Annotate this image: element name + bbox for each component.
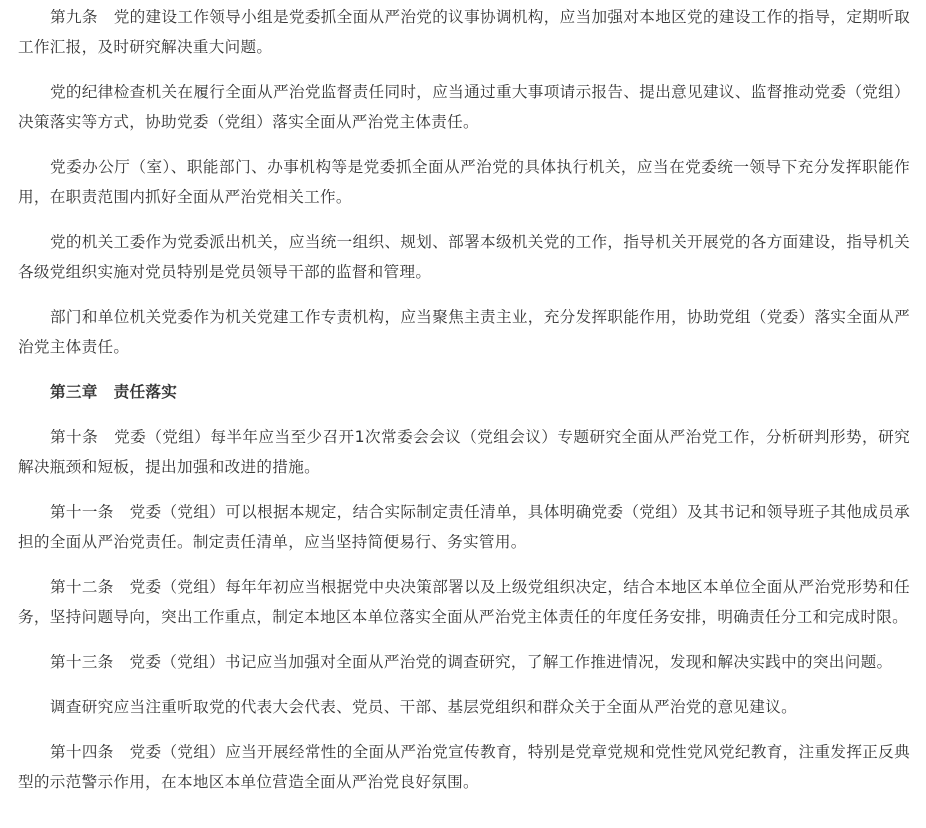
- paragraph-article-9: 第九条 党的建设工作领导小组是党委抓全面从严治党的议事协调机构，应当加强对本地区党的建设工作的指导，定期听取工作汇报，及时研究解决重大问题。: [18, 8, 910, 56]
- paragraph-department-committee: 部门和单位机关党委作为机关党建工作专责机构，应当聚焦主责主业，充分发挥职能作用，协助党组（党委）落实全面从严治党主体责任。: [18, 308, 910, 356]
- paragraph-article-10: 第十条 党委（党组）每半年应当至少召开1次常委会会议（党组会议）专题研究全面从严治党工作，分析研判形势，研究解决瓶颈和短板，提出加强和改进的措施。: [18, 428, 910, 476]
- document-body: [18, 2, 910, 797]
- paragraph-working-committee: 党的机关工委作为党委派出机关，应当统一组织、规划、部署本级机关党的工作，指导机关开展党的各方面建设，指导机关各级党组织实施对党员特别是党员领导干部的监督和管理。: [18, 233, 910, 281]
- paragraph-party-office: 党委办公厅（室）、职能部门、办事机构等是党委抓全面从严治党的具体执行机关，应当在党委统一领导下充分发挥职能作用，在职责范围内抓好全面从严治党相关工作。: [18, 158, 910, 206]
- paragraph-research: 调查研究应当注重听取党的代表大会代表、党员、干部、基层党组织和群众关于全面从严治党的意见建议。: [50, 698, 798, 716]
- paragraph-article-14: 第十四条 党委（党组）应当开展经常性的全面从严治党宣传教育，特别是党章党规和党性党风党纪教育，注重发挥正反典型的示范警示作用，在本地区本单位营造全面从严治党良好氛围。: [18, 743, 910, 791]
- paragraph-article-12: 第十二条 党委（党组）每年年初应当根据党中央决策部署以及上级党组织决定，结合本地区本单位全面从严治党形势和任务，坚持问题导向，突出工作重点，制定本地区本单位落实全面从严治党主体责任的年度任务安排，明确责任分工和完成时限。: [18, 578, 910, 626]
- paragraph-article-13: 第十三条 党委（党组）书记应当加强对全面从严治党的调查研究，了解工作推进情况，发现和解决实践中的突出问题。: [50, 653, 893, 671]
- chapter-heading: 第三章 责任落实: [50, 383, 178, 401]
- paragraph-discipline-organs: 党的纪律检查机关在履行全面从严治党监督责任同时，应当通过重大事项请示报告、提出意见建议、监督推动党委（党组）决策落实等方式，协助党委（党组）落实全面从严治党主体责任。: [18, 83, 910, 131]
- paragraph-article-11: 第十一条 党委（党组）可以根据本规定，结合实际制定责任清单，具体明确党委（党组）及其书记和领导班子其他成员承担的全面从严治党责任。制定责任清单，应当坚持简便易行、务实管用。: [18, 503, 910, 551]
